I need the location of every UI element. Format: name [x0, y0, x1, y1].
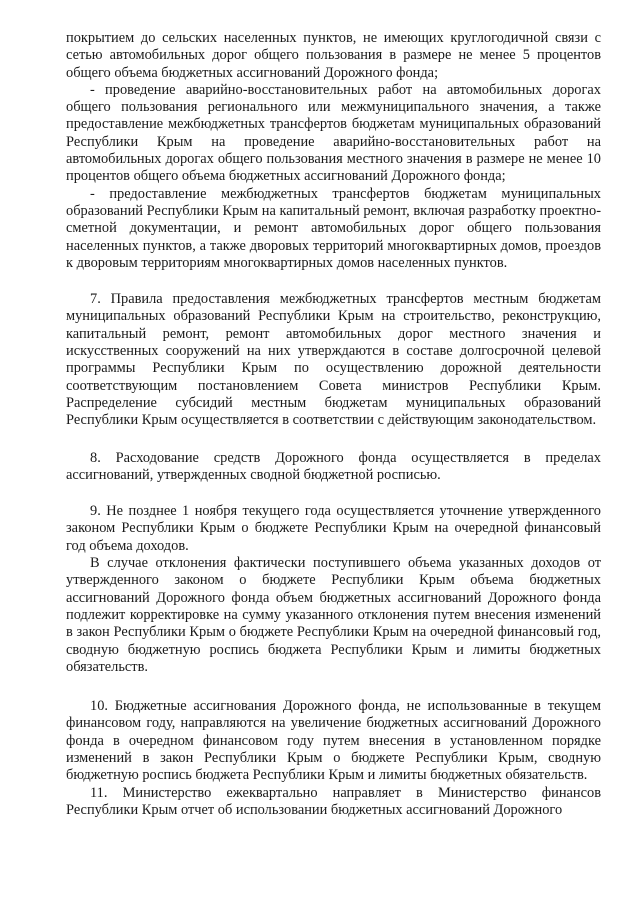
paragraph-continuation: покрытием до сельских населенных пунктов, не имеющих круглогодичной связи с сетью автомобильных дорог общего пользования в размере не менее 5 процентов общего объема бюджетных ассигнований Дорожного фонда;	[66, 30, 601, 81]
paragraph-10: 10. Бюджетные ассигнования Дорожного фонда, не использованные в текущем финансовом году, направляются на увеличение бюджетных ассигнований Дорожного фонда в очередном финансовом году путем внесения в установленном порядке изменений в закон Республики Крым о бюджете Республики Крым, сводную бюджетную роспись бюджета Республики Крым и лимиты бюджетных обязательств.	[66, 698, 601, 784]
paragraph-emergency-repair: - проведение аварийно-восстановительных работ на автомобильных дорогах общего пользования регионального или межмуниципального значения, а также предоставление межбюджетных трансфертов бюджетам муниципальных образований Республики Крым на проведение аварийно-восстановительных работ на автомобильных дорогах общего пользования местного значения в размере не менее 10 процентов общего объема бюджетных ассигнований Дорожного фонда;	[66, 81, 601, 185]
paragraph-8: 8. Расходование средств Дорожного фонда осуществляется в пределах ассигнований, утвержденных сводной бюджетной росписью.	[66, 449, 601, 483]
document-page	[66, 30, 601, 819]
paragraph-11: 11. Министерство ежеквартально направляет в Министерство финансов Республики Крым отчет об использовании бюджетных ассигнований Дорожного	[66, 784, 601, 818]
paragraph-capital-repair: - предоставление межбюджетных трансфертов бюджетам муниципальных образований Республики Крым на капитальный ремонт, включая разработку проектно-сметной документации, и ремонт автомобильных дорог общего пользования населенных пунктов, а также дворовых территорий многоквартирных домов, проездов к дворовым территориям многоквартирных домов населенных пунктов.	[66, 185, 601, 271]
paragraph-9-deviation: В случае отклонения фактически поступившего объема указанных доходов от утвержденного законом о бюджете Республики Крым объема бюджетных ассигнований Дорожного фонда объем бюджетных ассигнований Дорожного фонда подлежит корректировке на сумму указанного отклонения путем внесения изменений в закон Республики Крым о бюджете Республики Крым на очередной финансовый год, сводную бюджетную роспись бюджета Республики Крым и лимиты бюджетных обязательств.	[66, 555, 601, 675]
paragraph-9: 9. Не позднее 1 ноября текущего года осуществляется уточнение утвержденного законом Республики Крым о бюджете Республики Крым на очередной финансовый год объема доходов.	[66, 503, 601, 554]
paragraph-7: 7. Правила предоставления межбюджетных трансфертов местным бюджетам муниципальных образований Республики Крым на строительство, реконструкцию, капитальный ремонт, ремонт автомобильных дорог местного значения и искусственных сооружений на них утверждаются в составе долгосрочной целевой программы Республики Крым по осуществлению дорожной деятельности соответствующим постановлением Совета министров Республики Крым. Распределение субсидий местным бюджетам муниципальных образований Республики Крым осуществляется в соответствии с действующим законодательством.	[66, 291, 601, 429]
